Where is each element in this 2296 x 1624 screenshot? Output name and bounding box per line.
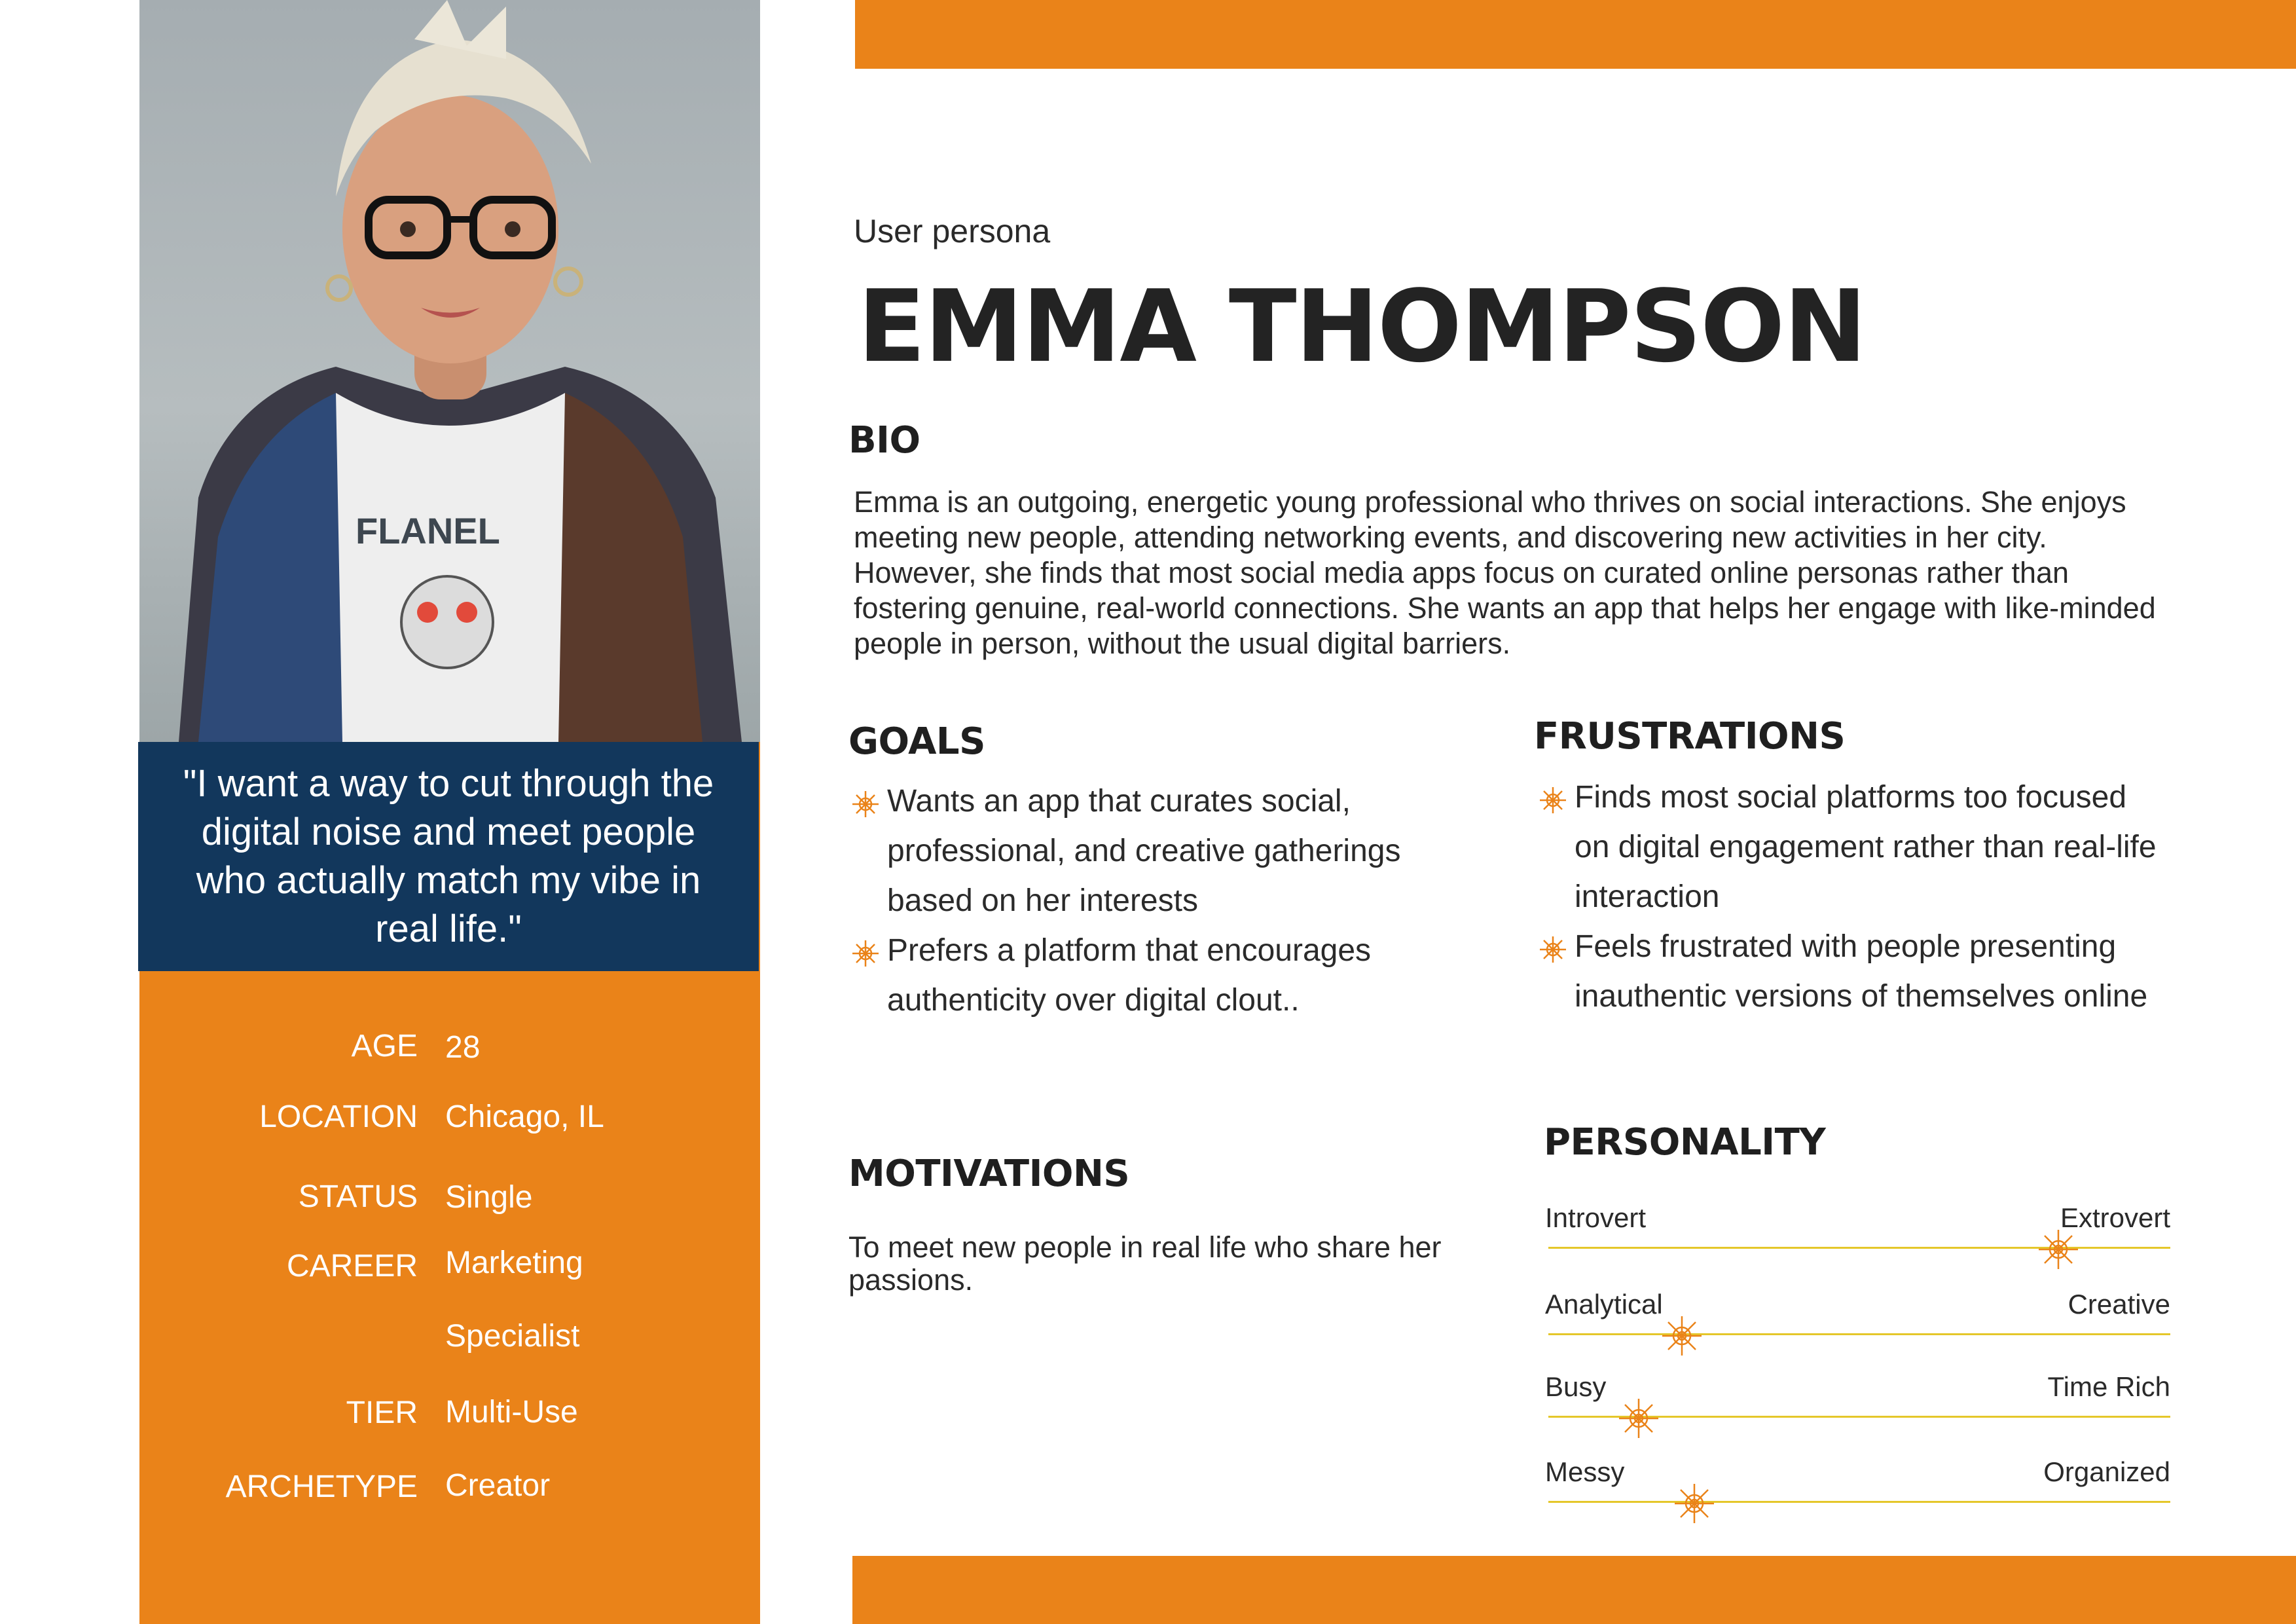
slider-track xyxy=(1548,1333,2170,1335)
slider-right-label: Creative xyxy=(2068,1289,2170,1320)
persona-quote xyxy=(138,742,759,971)
goal-text: Wants an app that curates social, professional, and creative gatherings based on her interests xyxy=(887,784,1401,918)
list-item xyxy=(851,926,1467,1025)
frustration-text: Feels frustrated with people presenting inauthentic versions of themselves online xyxy=(1575,929,2148,1014)
goal-text: Prefers a platform that encourages authenticity over digital clout.. xyxy=(887,933,1372,1018)
attribute-label-archetype: ARCHETYPE xyxy=(225,1469,418,1504)
slider-track xyxy=(1548,1501,2170,1503)
slider-marker-icon xyxy=(2037,1228,2079,1270)
persona-photo xyxy=(139,0,760,742)
slider-marker-icon xyxy=(1661,1315,1703,1357)
attribute-value-location: Chicago, IL xyxy=(445,1099,604,1134)
personality-heading: PERSONALITY xyxy=(1544,1121,1826,1164)
slider-marker-icon xyxy=(1618,1397,1660,1439)
attribute-value-status: Single xyxy=(445,1180,533,1215)
frustrations-list xyxy=(1539,773,2160,1022)
slider-right-label: Extrovert xyxy=(2060,1202,2170,1233)
slider-left-label: Messy xyxy=(1545,1456,1625,1487)
motivations-heading: MOTIVATIONS xyxy=(848,1153,1130,1195)
slider-left-label: Busy xyxy=(1545,1371,1607,1402)
personality-slider xyxy=(1545,1456,2170,1522)
goals-heading: GOALS xyxy=(848,720,985,763)
personality-slider xyxy=(1545,1202,2170,1268)
top-accent-bar xyxy=(855,0,2296,69)
list-item xyxy=(1539,922,2160,1022)
starburst-bullet-icon xyxy=(1539,786,1567,815)
motivations-text: To meet new people in real life who share her passions. xyxy=(848,1230,1442,1297)
slider-right-label: Organized xyxy=(2043,1456,2170,1487)
frustration-text: Finds most social platforms too focused on digital engagement rather than real-life interaction xyxy=(1575,780,2157,914)
bottom-accent-bar xyxy=(852,1556,2296,1624)
persona-name: EMMA THOMPSON xyxy=(858,268,1866,384)
slider-left-label: Introvert xyxy=(1545,1202,1647,1233)
list-item xyxy=(1539,773,2160,922)
frustrations-heading: FRUSTRATIONS xyxy=(1534,715,1846,758)
attribute-label-location: LOCATION xyxy=(259,1099,418,1134)
attribute-label-age: AGE xyxy=(351,1029,418,1063)
attribute-label-career: CAREER xyxy=(286,1249,418,1283)
bio-heading: BIO xyxy=(848,419,920,462)
bio-text: Emma is an outgoing, energetic young professional who thrives on social interactions. She enjoys meeting new people, attending networking events, and discovering new activities in her city. However, she finds that most social media apps focus on curated online personas rather than fostering genuine, real-world connections. She wants an app that helps her engage with like-minded people in person, without the usual digital barriers. xyxy=(854,485,2156,660)
slider-right-label: Time Rich xyxy=(2047,1371,2170,1402)
page-subtitle: User persona xyxy=(854,213,1051,249)
attribute-value-archetype: Creator xyxy=(445,1468,551,1503)
starburst-bullet-icon xyxy=(851,790,880,819)
list-item xyxy=(851,777,1467,926)
starburst-bullet-icon xyxy=(851,939,880,968)
slider-marker-icon xyxy=(1673,1483,1715,1524)
attribute-value-tier: Multi-Use xyxy=(445,1395,578,1430)
attribute-label-tier: TIER xyxy=(346,1395,418,1430)
attribute-label-status: STATUS xyxy=(298,1179,418,1214)
personality-slider xyxy=(1545,1371,2170,1437)
goals-list xyxy=(851,777,1467,1025)
quote-text: "I want a way to cut through the digital noise and meet people who actually match my vibe in real life." xyxy=(183,762,714,950)
starburst-bullet-icon xyxy=(1539,935,1567,964)
personality-slider xyxy=(1545,1289,2170,1354)
svg-text:FLANEL: FLANEL xyxy=(355,510,500,551)
slider-left-label: Analytical xyxy=(1545,1289,1663,1320)
attribute-value-age: 28 xyxy=(445,1030,481,1065)
attribute-value-career: Marketing Specialist xyxy=(445,1246,583,1354)
